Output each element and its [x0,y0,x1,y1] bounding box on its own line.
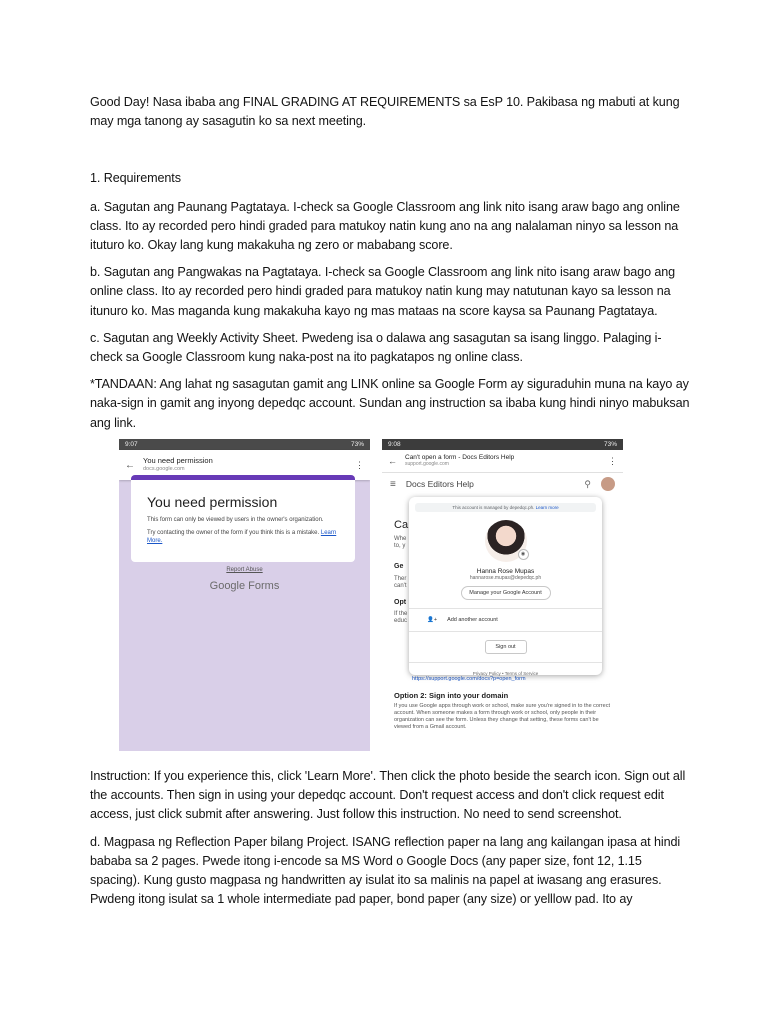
google-forms-logo: Google Forms [209,580,280,592]
status-battery: 73% [350,441,364,448]
screenshot-account-menu [382,439,623,751]
divider-3 [409,662,602,663]
screenshot-permission [119,439,370,751]
camera-icon[interactable]: ◉ [518,549,529,560]
more-vert-icon[interactable]: ⋮ [355,459,364,470]
background-option: Opt [394,599,407,606]
sign-out-button[interactable]: Sign out [485,640,527,654]
status-time: 9:07 [125,441,138,448]
paragraph-b: b. Sagutan ang Pangwakas na Pagtataya. I-check sa Google Classroom ang link nito isang araw bago ang online class. Ito ay recorded pero hindi graded para matukoy natin kung may natutunan kayo sa lesson na itunuro ko. Mas maganda kung makakuha kayo ng mas mataas na score kaysa sa Paunang Pagtataya. [90,265,676,318]
browser-app-bar-2 [382,450,623,473]
account-menu-popup [409,497,602,675]
paragraph-d: d. Magpasa ng Reflection Paper bilang Project. ISANG reflection paper na lang ang kailangan ipasa at hindi bababa sa 2 pages. Pwede itong i-encode sa MS Word o Google Docs (any paper size, font 12, 1.15 spacing). Kung gusto magpasa ng handwritten ay isulat ito sa malinis na papel at iwasang ang erasures. Pwdeng itong isulat sa 1 whole intermediate pad paper, bond paper (any size) or yelllow pad. Ito ay [90,834,681,907]
account-avatar-icon[interactable] [601,477,615,491]
browser-page-title-2: Can't open a form - Docs Editors Help [405,454,515,461]
divider [409,608,602,609]
option2-heading: Option 2: Sign into your domain [394,691,509,700]
more-vert-icon-2[interactable]: ⋮ [608,455,617,466]
instruction-section [90,767,690,917]
account-name: Hanna Rose Mupas [476,568,535,575]
status-time-2: 9:08 [388,441,401,448]
option2-text: If you use Google apps through work or school, make sure you're signed in to the correct account. When someone makes a form through work or school, only people in their organization can see the form. Unless they change that setting, these forms can't be viewed from a Gmail account. [394,703,610,730]
background-subheading: Ge [394,563,404,570]
intro-paragraph: Good Day! Nasa ibaba ang FINAL GRADING AT REQUIREMENTS sa EsP 10. Pakibasa ng mabuti at kung may mga tanong ay sasagutin ko sa next meeting. [90,95,680,129]
browser-url-2: support.google.com [405,461,449,467]
tandaan-paragraph: *TANDAAN: Ang lahat ng sasagutan gamit ang LINK online sa Google Form ay siguraduhin muna na kayo ay naka-sign in gamit ang inyong depedqc account. Sundan ang instruction sa ibaba kung hindi ninyo mabuksan ang link. [90,377,690,430]
add-account-row[interactable] [409,617,602,623]
instruction-paragraph: Instruction: If you experience this, click 'Learn More'. Then click the photo beside the search icon. Sign out all the accounts. Then sign in using your depedqc account. Don't request access and don't click request edit access, just click submit after answering. Just follow this instruction. No need to send screenshot. [90,769,686,822]
help-header [382,473,623,495]
background-text: Whe to, y [394,536,407,549]
account-email: hannarose.mupas@depedqc.ph [469,575,542,581]
status-battery-2: 73% [603,441,617,448]
report-abuse-link[interactable]: Report Abuse [226,567,263,573]
browser-page-title: You need permission [143,456,213,465]
support-url-link[interactable]: https://support.google.com/docs?p=open_form [412,676,526,682]
background-text-2: Ther can't [394,576,407,589]
back-arrow-icon-2[interactable]: ← [388,456,397,466]
permission-line2-text: Try contacting the owner of the form if you think this is a mistake. [147,530,320,536]
managed-notice [415,503,596,512]
manage-account-button[interactable]: Manage your Google Account [461,586,551,600]
requirements-heading: 1. Requirements [90,171,181,186]
managed-text: This account is managed by depedqc.ph. [452,505,535,510]
permission-line2 [147,529,339,545]
paragraph-a: a. Sagutan ang Paunang Pagtataya. I-check sa Google Classroom ang link nito isang araw bago ang online class. Ito ay recorded pero hindi graded para matukoy natin kung ano na ang nalalaman ninyo sa lesson na ituturo ko. Okay lang kung makakuha ng zero or mababang score. [90,199,680,253]
add-account-label: Add another account [447,617,498,623]
document-body [90,93,690,441]
status-bar-2 [382,439,623,450]
status-bar [119,439,370,450]
permission-card [131,475,355,562]
paragraph-c: c. Sagutan ang Weekly Activity Sheet. Pwedeng isa o dalawa ang sasagutan sa isang linggo. Palaging i-check sa Google Classroom kung naka-post na ito pagkatapos ng online class. [90,330,662,365]
privacy-terms-footer[interactable]: Privacy Policy • Terms of Service [472,671,539,676]
permission-line1: This form can only be viewed by users in the owner's organization. [147,517,324,523]
divider-2 [409,631,602,632]
managed-learn-more-link[interactable]: Learn more [535,505,559,510]
browser-title-2 [405,454,600,468]
browser-title [143,457,347,473]
screenshots-row [0,439,768,751]
search-icon[interactable]: ⚲ [584,478,591,489]
help-title: Docs Editors Help [405,479,474,489]
back-arrow-icon[interactable]: ← [125,459,135,471]
background-heading: Ca [394,519,409,531]
hamburger-menu-icon[interactable]: ≡ [390,478,396,490]
permission-heading: You need permission [147,494,278,510]
background-text-3: If the educ [394,611,408,624]
learn-more-link[interactable]: Learn More. [147,530,337,544]
browser-url: docs.google.com [143,466,185,472]
add-person-icon: 👤+ [427,617,438,623]
profile-photo[interactable] [485,520,527,562]
